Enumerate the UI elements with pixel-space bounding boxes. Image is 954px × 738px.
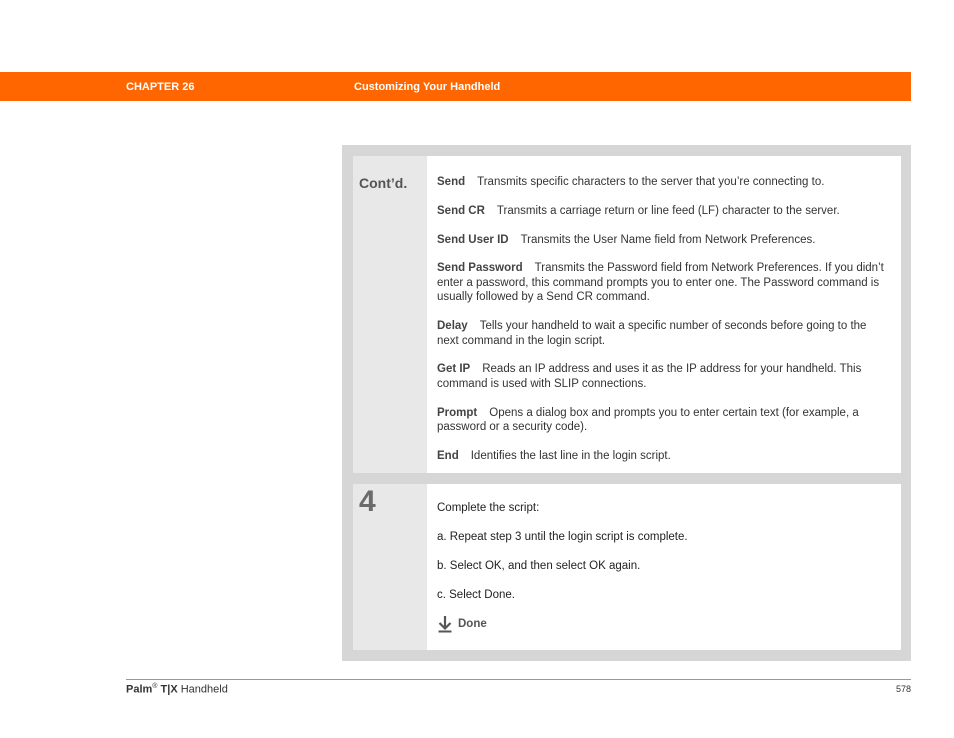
substep-b: b. Select OK, and then select OK again. (437, 560, 641, 572)
substep-c: c. Select Done. (437, 589, 515, 601)
footer-product-name: Handheld (180, 683, 228, 696)
command-description: Transmits a carriage return or line feed (LF) character to the server. (496, 204, 840, 217)
command-term: Delay (437, 320, 468, 333)
command-entry (437, 449, 890, 464)
step-number: 4 (359, 485, 376, 518)
command-description: Reads an IP address and uses it as the IP address for your handheld. This command is used with SLIP connections. (437, 363, 862, 390)
footer-brand: Palm (126, 683, 153, 696)
command-entry (437, 406, 890, 435)
step-4-section (353, 484, 901, 650)
command-entry (437, 362, 890, 391)
command-list (427, 156, 901, 473)
command-description: Tells your handheld to wait a specific number of seconds before going to the next command in the login script. (437, 320, 867, 347)
contd-section (353, 156, 901, 473)
command-term: Send (437, 176, 466, 188)
command-term: Prompt (437, 406, 478, 419)
command-entry (437, 319, 890, 348)
step-content (427, 484, 901, 650)
command-term: End (437, 450, 459, 463)
chapter-label: CHAPTER 26 (126, 81, 195, 93)
command-term: Send User ID (437, 233, 509, 246)
instruction-panel (342, 145, 911, 661)
command-description: Identifies the last line in the login script. (470, 450, 671, 463)
step-side (353, 484, 427, 650)
command-description: Transmits the User Name field from Network Preferences. (520, 233, 816, 246)
footer-divider (126, 679, 911, 680)
command-entry (437, 233, 890, 248)
command-description: Transmits specific characters to the server that you’re connecting to. (477, 176, 825, 188)
command-entry (437, 261, 890, 305)
contd-label: Cont’d. (359, 175, 408, 191)
footer-product (126, 683, 228, 696)
chapter-header-bar (0, 72, 911, 101)
command-entry (437, 204, 890, 219)
done-label: Done (458, 617, 487, 630)
page-number: 578 (895, 684, 911, 694)
command-term: Get IP (437, 363, 471, 376)
footer-model: T|X (160, 683, 178, 696)
chapter-title: Customizing Your Handheld (354, 81, 501, 93)
command-description: Transmits the Password field from Network Preferences. If you didn’t enter a password, this command prompts you to enter one. The Password command is usually followed by a Send CR command. (437, 262, 884, 304)
step-intro: Complete the script: (437, 502, 540, 514)
down-arrow-icon (437, 615, 453, 633)
command-description: Opens a dialog box and prompts you to enter certain text (for example, a password or a security code). (437, 406, 859, 434)
substep-a: a. Repeat step 3 until the login script is complete. (437, 531, 688, 543)
contd-side (353, 156, 427, 473)
registered-mark: ® (152, 683, 158, 690)
command-term: Send CR (437, 204, 485, 217)
done-marker (437, 615, 890, 633)
command-term: Send Password (437, 262, 523, 275)
command-entry (437, 175, 890, 190)
